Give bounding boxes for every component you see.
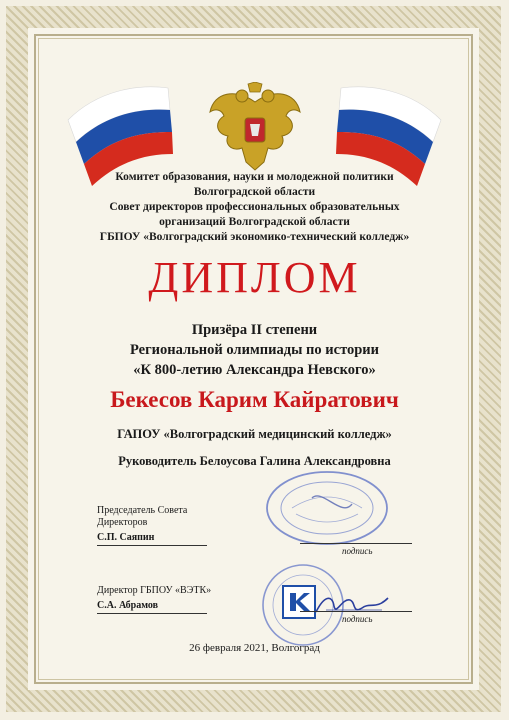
diploma-title: ДИПЛОМ bbox=[148, 253, 361, 302]
winner-name: Бекесов Карим Кайратович bbox=[110, 387, 399, 412]
organizations-block bbox=[60, 170, 449, 245]
date-and-place: 26 февраля 2021, Волгоград bbox=[189, 642, 320, 654]
college-name: ГАПОУ «Волгоградский медицинский колледж» bbox=[117, 427, 392, 441]
signature-line bbox=[300, 611, 412, 612]
russian-coat-of-arms-emblem-icon bbox=[206, 82, 304, 174]
award-event: Региональной олимпиады по истории bbox=[129, 342, 380, 358]
award-event-name: «К 800-летию Александра Невского» bbox=[133, 362, 376, 378]
award-degree: Призёра II степени bbox=[191, 322, 318, 338]
signature-caption: подпись bbox=[342, 614, 373, 624]
signer-role: Председатель Совета bbox=[97, 505, 188, 516]
organization-line: Совет директоров профессиональных образовательных bbox=[109, 201, 400, 213]
college-logo-icon bbox=[282, 585, 316, 619]
organization-line: ГБПОУ «Волгоградский экономико-технический колледж» bbox=[99, 231, 410, 243]
award-block bbox=[40, 320, 469, 380]
signature-caption: подпись bbox=[342, 546, 373, 556]
organization-line: Комитет образования, науки и молодежной политики bbox=[115, 171, 394, 183]
name-underline bbox=[97, 545, 207, 546]
organization-line: Волгоградской области bbox=[193, 186, 316, 198]
teacher-name: Руководитель Белоусова Галина Александровна bbox=[118, 454, 391, 468]
signer-role: Директор ГБПОУ «ВЭТК» bbox=[97, 585, 212, 596]
signature-block-chairman bbox=[97, 505, 207, 546]
signature-line bbox=[300, 543, 412, 544]
signer-name: С.П. Саяпин bbox=[97, 532, 155, 543]
signer-name: С.А. Абрамов bbox=[97, 600, 159, 611]
organization-line: организаций Волгоградской области bbox=[159, 216, 350, 228]
name-underline bbox=[97, 613, 207, 614]
signer-role-continued: Директоров bbox=[97, 517, 148, 528]
official-stamp-icon bbox=[262, 468, 392, 548]
signature-block-director bbox=[97, 585, 211, 614]
